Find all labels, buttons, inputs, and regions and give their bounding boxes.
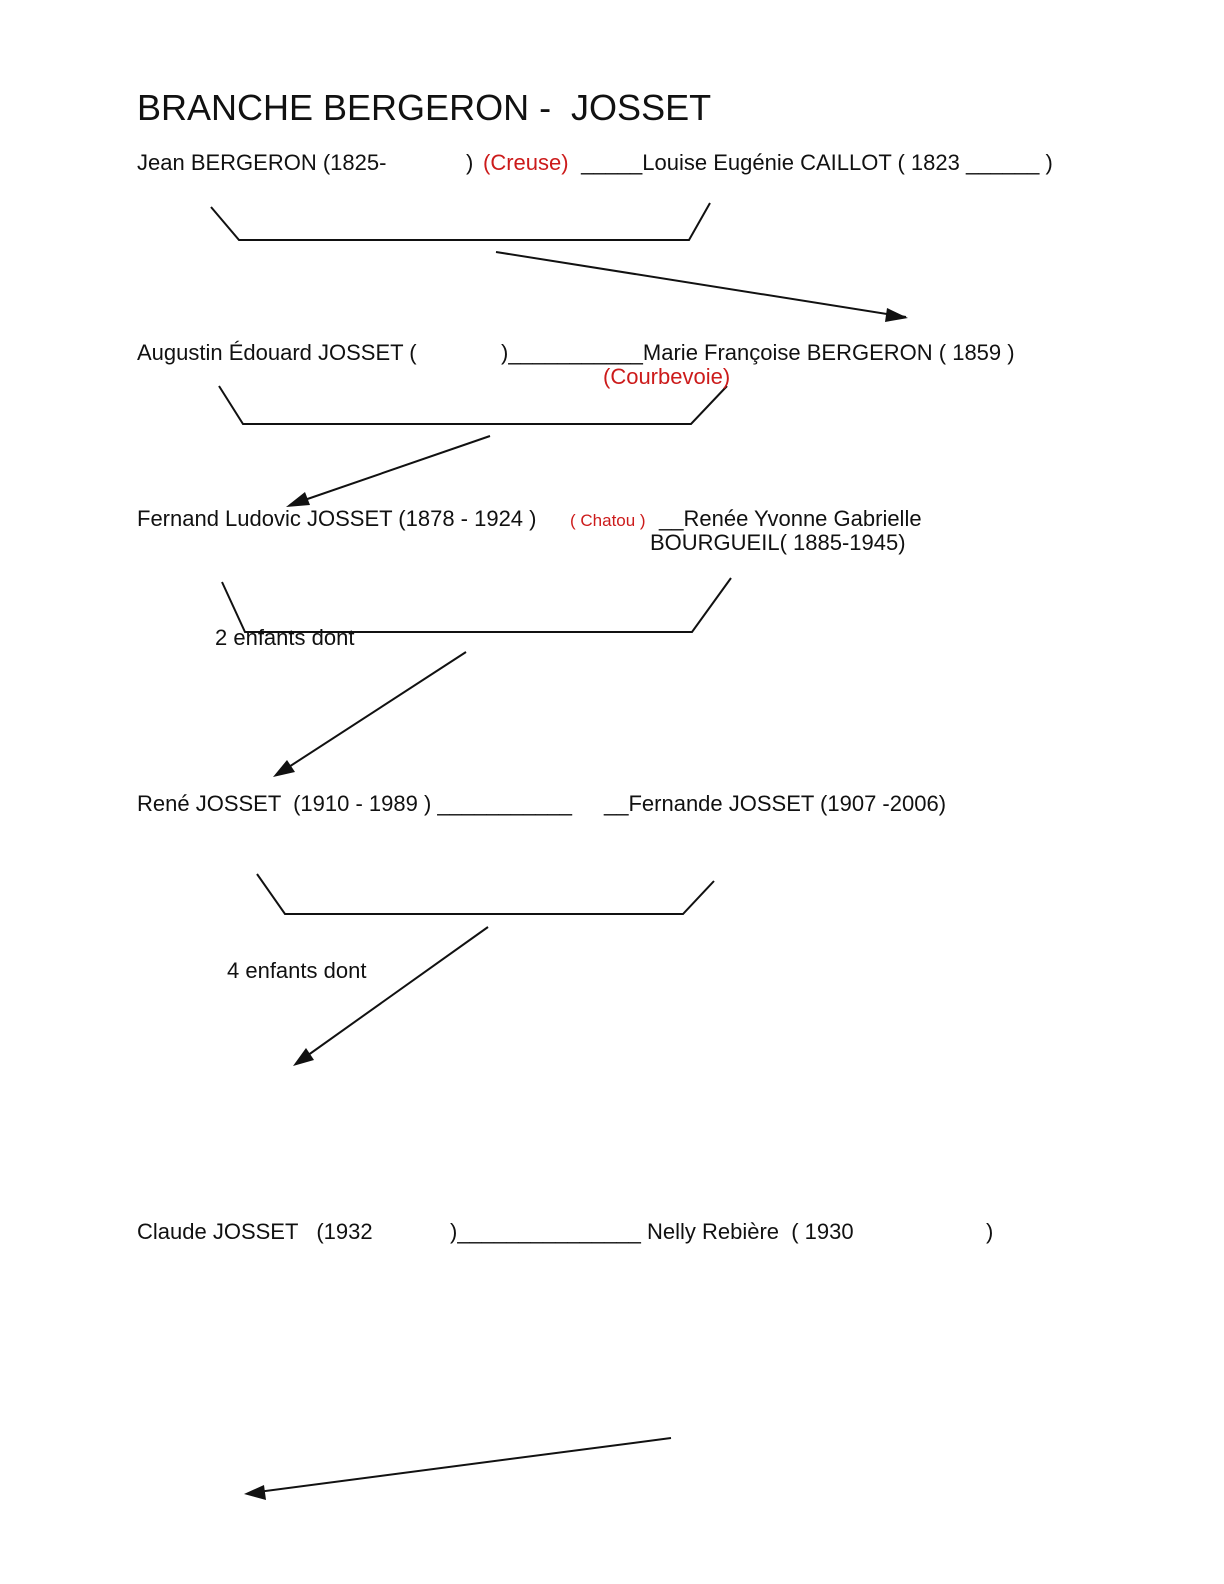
arrowhead-icon	[885, 308, 908, 322]
union-bracket	[219, 386, 727, 424]
spouse-name: __Fernande JOSSET (1907 -2006)	[604, 791, 947, 816]
arrowhead-icon	[244, 1485, 266, 1500]
birthplace: ( Chatou )	[570, 511, 646, 530]
union-bracket	[257, 874, 714, 914]
date-close: )	[466, 150, 474, 175]
arrowhead-icon	[273, 760, 295, 777]
children-note: 2 enfants dont	[215, 625, 355, 650]
spouse-name: _____Louise Eugénie CAILLOT ( 1823 ______ )	[575, 150, 1053, 175]
spouse-name: )___________Marie Françoise BERGERON ( 1859 )	[501, 340, 1015, 365]
spouse-name: )_______________ Nelly Rebière ( 1930	[450, 1219, 854, 1244]
person-name: René JOSSET (1910 - 1989 ) ___________	[137, 791, 573, 816]
descent-arrow	[496, 252, 906, 317]
union-bracket	[211, 203, 710, 240]
spouse-name: __Renée Yvonne Gabrielle	[659, 506, 922, 531]
birthplace: (Creuse)	[483, 150, 569, 175]
person-name: Fernand Ludovic JOSSET (1878 - 1924 )	[137, 506, 537, 531]
spouse-name-continued: BOURGUEIL( 1885-1945)	[650, 530, 906, 555]
arrowhead-icon	[286, 492, 310, 507]
arrowhead-icon	[293, 1048, 314, 1066]
person-name: Claude JOSSET (1932	[137, 1219, 373, 1244]
birthplace: (Courbevoie)	[603, 364, 731, 389]
person-name: Jean BERGERON (1825-	[137, 150, 387, 175]
children-note: 4 enfants dont	[227, 958, 367, 983]
descent-arrow	[290, 436, 490, 505]
descent-arrow	[250, 1438, 671, 1493]
person-name: Augustin Édouard JOSSET (	[137, 340, 417, 365]
descent-arrow	[297, 927, 488, 1063]
descent-arrow	[278, 652, 466, 774]
date-close: )	[986, 1219, 994, 1244]
page-title: BRANCHE BERGERON - JOSSET	[137, 87, 712, 128]
union-bracket	[222, 578, 731, 632]
